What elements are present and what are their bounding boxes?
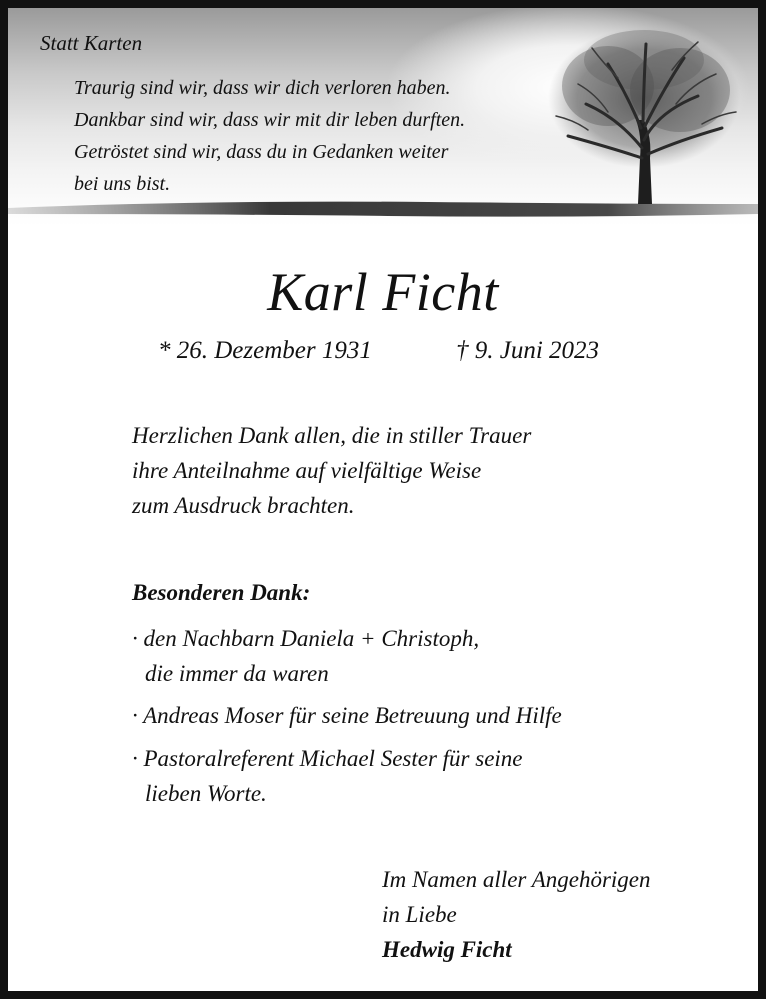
signature-line: in Liebe xyxy=(382,902,457,927)
list-item-line: die immer da waren xyxy=(145,661,329,686)
thanks-line: zum Ausdruck brachten. xyxy=(132,493,355,518)
verse-line: bei uns bist. xyxy=(74,173,171,195)
list-item-line: · Andreas Moser für seine Betreuung und Hilfe xyxy=(132,703,562,728)
list-item-line: lieben Worte. xyxy=(145,781,267,806)
death-date: † 9. Juni 2023 xyxy=(456,337,600,364)
signature-line: Im Namen aller Angehörigen xyxy=(382,867,651,892)
statt-karten-label: Statt Karten xyxy=(40,31,143,55)
verse-line: Getröstet sind wir, dass du in Gedanken weiter xyxy=(74,141,449,163)
thanks-line: ihre Anteilnahme auf vielfältige Weise xyxy=(132,458,482,483)
thanks-paragraph xyxy=(132,418,531,523)
list-item xyxy=(132,621,479,691)
special-thanks-title: Besonderen Dank: xyxy=(132,580,311,605)
verse-line: Traurig sind wir, dass wir dich verloren haben. xyxy=(74,77,451,99)
thanks-line: Herzlichen Dank allen, die in stiller Trauer xyxy=(132,423,532,448)
list-item xyxy=(132,698,562,733)
verse xyxy=(74,72,465,200)
verse-line: Dankbar sind wir, dass wir mit dir leben durften. xyxy=(74,109,466,131)
header-banner xyxy=(8,8,758,226)
signature xyxy=(382,862,651,967)
list-item-line: · den Nachbarn Daniela + Christoph, xyxy=(132,626,480,651)
list-item-line: · Pastoralreferent Michael Sester für seine xyxy=(132,746,523,771)
list-item xyxy=(132,741,523,811)
signature-name: Hedwig Ficht xyxy=(382,937,512,962)
deceased-name: Karl Ficht xyxy=(267,262,499,322)
birth-date: * 26. Dezember 1931 xyxy=(158,337,372,364)
